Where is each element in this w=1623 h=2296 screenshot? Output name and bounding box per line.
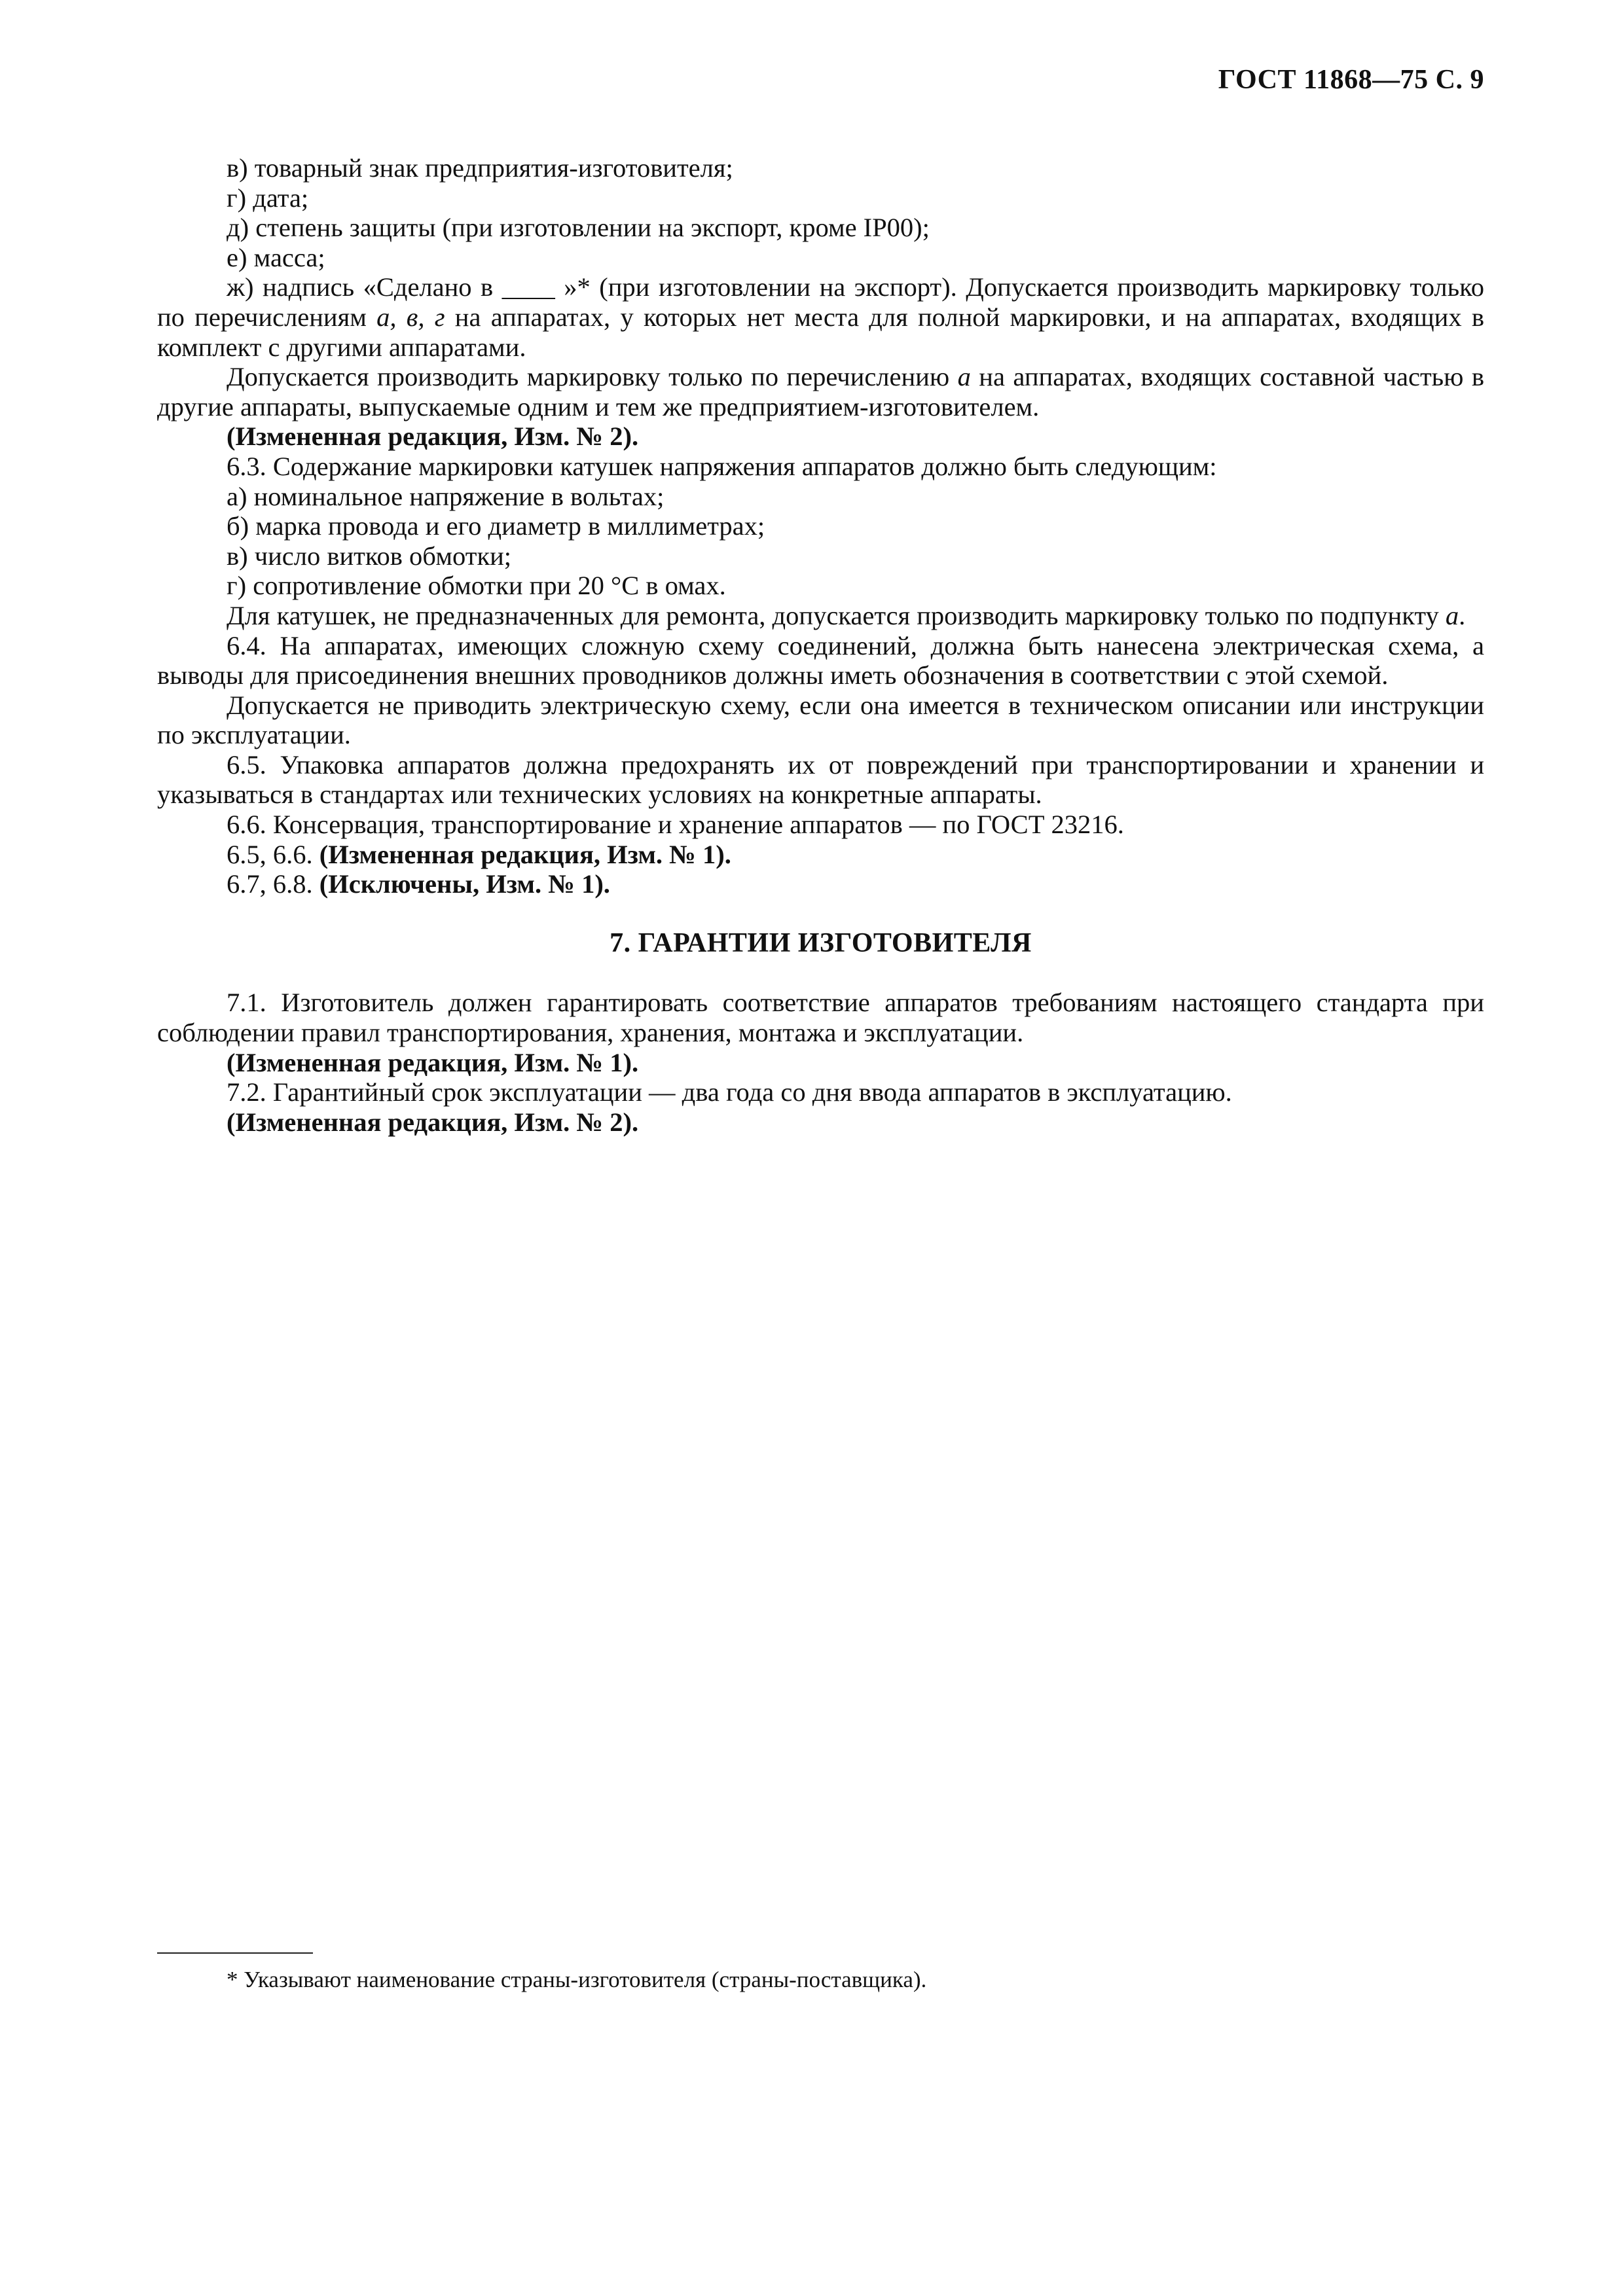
clause-number: 6.5, 6.6. (227, 839, 319, 869)
clause-6-4-allowance: Допускается не приводить электрическую схему, если она имеется в техническом описании или инструкции по эксплуатации. (157, 690, 1484, 750)
coils-letter: а (1445, 600, 1459, 630)
list-item-zh (157, 272, 1484, 362)
clause-6-6: 6.6. Консервация, транспортирование и хранение аппаратов — по ГОСТ 23216. (227, 810, 1124, 840)
item-zh-text-a: ж) надпись «Сделано в ____ »* (при изготовлении на экспорт). Допускается производить маркировку только по перечислениям (157, 272, 1484, 332)
footnote-divider (157, 1952, 313, 1954)
clause-6-3-v: в) число витков обмотки; (227, 541, 512, 571)
coils-text-a: Для катушек, не предназначенных для ремонта, допускается производить маркировку только по подпункту (227, 600, 1446, 630)
clause-6-3: 6.3. Содержание маркировки катушек напряжения аппаратов должно быть следующим: (227, 451, 1217, 481)
section-7-title: 7. ГАРАНТИИ ИЗГОТОВИТЕЛЯ (610, 927, 1032, 958)
amendment-note: (Измененная редакция, Изм. № 1). (227, 1047, 639, 1077)
excluded-note: (Исключены, Изм. № 1). (319, 869, 610, 899)
list-item-e: е) масса; (227, 242, 325, 272)
page-header: ГОСТ 11868—75 С. 9 (1218, 65, 1484, 95)
item-zh-letters: а, в, г (376, 302, 445, 332)
list-item-v: в) товарный знак предприятия-изготовителя; (227, 153, 733, 183)
clause-6-3-b: б) марка провода и его диаметр в миллиметрах; (227, 511, 765, 541)
footnote: * Указывают наименование страны-изготовителя (страны-поставщика). (227, 1967, 927, 1992)
list-item-g: г) дата; (227, 183, 309, 213)
coils-paragraph (157, 601, 1484, 631)
clause-7-2: 7.2. Гарантийный срок эксплуатации — два года со дня ввода аппаратов в эксплуатацию. (227, 1077, 1232, 1107)
allowance-paragraph (157, 362, 1484, 422)
clause-6-5: 6.5. Упаковка аппаратов должна предохранять их от повреждений при транспортировании и хранении и указываться в стандартах или технических условиях на конкретные аппараты. (157, 749, 1484, 810)
amendment-note: (Измененная редакция, Изм. № 2). (227, 422, 639, 452)
clause-7-1: 7.1. Изготовитель должен гарантировать соответствие аппаратов требованиям настоящего стандарта при соблюдении правил транспортирования, хранения, монтажа и эксплуатации. (157, 988, 1484, 1048)
item-zh-text-b: на аппаратах, у которых нет места для полной маркировки, и на аппаратах, входящих в комплект с другими аппаратами. (157, 302, 1484, 362)
amendment-note: (Измененная редакция, Изм. № 1). (319, 839, 731, 869)
coils-text-b: . (1459, 600, 1466, 630)
clause-6-7-6-8-excluded (157, 869, 1484, 899)
clause-number: 6.7, 6.8. (227, 869, 319, 899)
clause-6-3-a: а) номинальное напряжение в вольтах; (227, 481, 665, 511)
amendment-note: (Измененная редакция, Изм. № 2). (227, 1107, 639, 1137)
clause-6-4: 6.4. На аппаратах, имеющих сложную схему соединений, должна быть нанесена электрическая схема, а выводы для присоединения внешних проводников должны иметь обозначения в соответствии с этой схемой. (157, 630, 1484, 691)
allowance-letter: а (957, 362, 971, 392)
list-item-d: д) степень защиты (при изготовлении на экспорт, кроме IP00); (227, 213, 930, 243)
allowance-text-b: на аппаратах, входящих составной частью в другие аппараты, выпускаемые одним и тем же предприятием-изготовителем. (157, 362, 1484, 422)
clause-6-3-g: г) сопротивление обмотки при 20 °С в омах. (227, 571, 726, 601)
allowance-text-a: Допускается производить маркировку только по перечислению (227, 362, 958, 392)
clause-6-5-6-6-amendment (157, 840, 1484, 870)
document-body (157, 153, 1484, 1137)
